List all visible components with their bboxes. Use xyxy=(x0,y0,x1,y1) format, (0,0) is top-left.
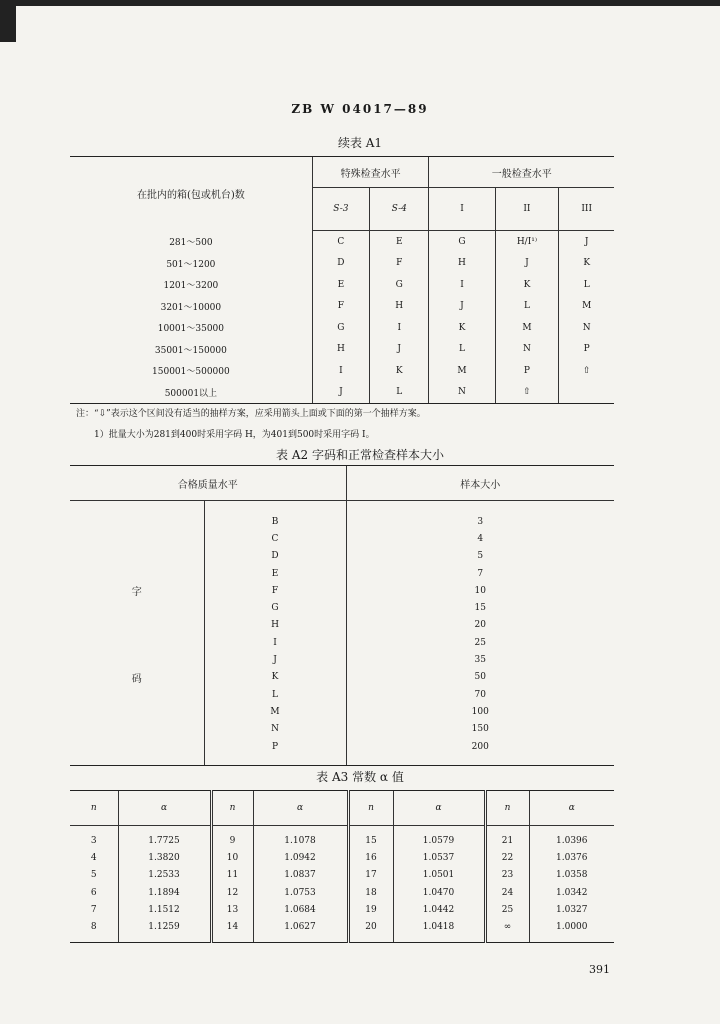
side-label-cell: 码 xyxy=(131,673,142,685)
code-letter-cell: G xyxy=(370,274,429,296)
code-letter-cell: J xyxy=(429,296,495,318)
general-level-header: 一般检查水平 xyxy=(429,157,614,188)
alpha-cell: 1.2533 xyxy=(118,867,211,884)
batch-size-cell: 35001～150000 xyxy=(154,345,227,356)
code-letter-cell: H xyxy=(312,339,369,361)
side-label-cell xyxy=(70,721,204,738)
n-cell: 3 xyxy=(90,835,97,846)
code-letter-cell: L xyxy=(495,296,559,318)
alpha-cell: 1.7725 xyxy=(118,826,211,850)
table-row xyxy=(70,599,614,616)
table-row xyxy=(70,884,614,901)
table-row xyxy=(70,548,614,565)
n-cell: 10 xyxy=(211,849,253,866)
table-a1 xyxy=(70,156,614,404)
alpha-cell: 1.0537 xyxy=(393,849,485,866)
alpha-header: α xyxy=(118,791,211,826)
table-row xyxy=(70,296,614,318)
side-label-cell: 字 xyxy=(131,587,142,599)
code-letter-cell: G xyxy=(429,231,495,253)
code-letter-cell: E xyxy=(370,231,429,253)
sample-size-cell: 7 xyxy=(346,565,614,582)
sample-size-cell: 4 xyxy=(346,530,614,547)
code-letter-cell xyxy=(559,382,614,404)
n-cell: 22 xyxy=(485,849,529,866)
n-cell: 15 xyxy=(348,826,393,850)
batch-size-header: 在批内的箱(包或机台)数 xyxy=(70,157,312,231)
code-letter-cell: J xyxy=(204,651,346,668)
code-letter-cell: J xyxy=(312,382,369,404)
table-row xyxy=(70,901,614,918)
scan-top-edge xyxy=(0,0,720,6)
alpha-cell: 1.0501 xyxy=(393,867,485,884)
table-row xyxy=(70,582,614,599)
special-level-header: 特殊检查水平 xyxy=(312,157,429,188)
table-a3-caption: 表 A3 常数 α 值 xyxy=(316,770,404,784)
code-letter-cell: K xyxy=(204,669,346,686)
code-letter-cell: N xyxy=(559,317,614,339)
code-letter-cell: I xyxy=(370,317,429,339)
code-letter-cell: C xyxy=(312,231,369,253)
n-cell: 14 xyxy=(211,918,253,942)
table-row xyxy=(70,826,614,850)
table-a1-caption: 续表 A1 xyxy=(337,136,383,150)
n-cell: 24 xyxy=(485,884,529,901)
code-letter-cell: C xyxy=(204,530,346,547)
n-cell: 7 xyxy=(90,904,97,915)
code-letter-cell: K xyxy=(370,360,429,382)
code-letter-cell: L xyxy=(559,274,614,296)
table-row xyxy=(70,617,614,634)
n-cell: ∞ xyxy=(485,918,529,942)
code-letter-cell: K xyxy=(429,317,495,339)
batch-size-cell: 150001～500000 xyxy=(152,367,230,378)
code-letter-cell: P xyxy=(495,360,559,382)
code-letter-cell: E xyxy=(312,274,369,296)
acceptance-level-header: 合格质量水平 xyxy=(70,466,346,501)
code-letter-cell: M xyxy=(204,703,346,720)
code-letter-cell: I xyxy=(204,634,346,651)
n-header: n xyxy=(485,791,529,826)
code-letter-cell: E xyxy=(204,565,346,582)
side-label-cell xyxy=(70,617,204,634)
n-header: n xyxy=(348,791,393,826)
n-cell: 18 xyxy=(348,884,393,901)
code-letter-cell: M xyxy=(495,317,559,339)
table-row xyxy=(70,339,614,361)
n-cell: 8 xyxy=(70,918,118,942)
level-ii: II xyxy=(495,188,559,231)
n-cell: 13 xyxy=(211,901,253,918)
alpha-cell: 1.0579 xyxy=(393,826,485,850)
code-letter-cell: D xyxy=(312,253,369,275)
code-letter-cell: G xyxy=(204,599,346,616)
side-label-cell xyxy=(70,651,204,668)
code-letter-cell: D xyxy=(204,548,346,565)
table-row xyxy=(70,274,614,296)
alpha-cell: 1.0837 xyxy=(253,867,348,884)
alpha-cell: 1.0342 xyxy=(529,884,614,901)
code-letter-cell: N xyxy=(495,339,559,361)
code-letter-cell: N xyxy=(204,721,346,738)
standard-number: ZB W 04017—89 xyxy=(291,102,429,116)
code-letter-cell: M xyxy=(429,360,495,382)
table-row xyxy=(70,634,614,651)
sample-size-cell: 15 xyxy=(346,599,614,616)
code-letter-cell: H xyxy=(204,617,346,634)
code-letter-cell: ⇧ xyxy=(559,360,614,382)
side-label-cell xyxy=(70,501,204,531)
batch-size-cell: 281～500 xyxy=(169,238,213,248)
table-row xyxy=(70,253,614,275)
table-a1-note: 注：“⇩”表示这个区间没有适当的抽样方案，应采用箭头上面或下面的第一个抽样方案。 xyxy=(76,409,426,419)
batch-size-cell: 501～1200 xyxy=(166,259,216,270)
sample-size-cell: 5 xyxy=(346,548,614,565)
side-label-cell xyxy=(70,686,204,703)
code-letter-cell: I xyxy=(429,274,495,296)
code-letter-cell: H/I¹⁾ xyxy=(495,231,559,253)
batch-size-cell: 500001以上 xyxy=(70,382,312,404)
side-label-cell xyxy=(70,548,204,565)
table-row xyxy=(70,721,614,738)
n-cell: 16 xyxy=(348,849,393,866)
table-a2-caption: 表 A2 字码和正常检查样本大小 xyxy=(276,448,444,462)
code-letter-cell: L xyxy=(429,339,495,361)
alpha-cell: 1.0442 xyxy=(393,901,485,918)
sample-size-cell: 50 xyxy=(346,669,614,686)
n-cell: 6 xyxy=(90,887,97,898)
sample-size-cell: 70 xyxy=(346,686,614,703)
alpha-cell: 1.0327 xyxy=(529,901,614,918)
table-a2 xyxy=(70,465,614,766)
alpha-cell: 1.1078 xyxy=(253,826,348,850)
code-letter-cell: K xyxy=(559,253,614,275)
table-row xyxy=(70,501,614,531)
alpha-cell: 1.0753 xyxy=(253,884,348,901)
sample-size-cell: 150 xyxy=(346,721,614,738)
code-letter-cell: H xyxy=(429,253,495,275)
n-cell: 9 xyxy=(211,826,253,850)
side-label-cell xyxy=(70,565,204,582)
sample-size-cell: 20 xyxy=(346,617,614,634)
table-row xyxy=(70,565,614,582)
code-letter-cell: J xyxy=(559,231,614,253)
alpha-cell: 1.1512 xyxy=(118,901,211,918)
code-letter-cell: F xyxy=(312,296,369,318)
n-cell: 5 xyxy=(90,870,97,881)
n-cell: 12 xyxy=(211,884,253,901)
table-a1-footnote: 1）批量大小为281到400时采用字码 H，为401到500时采用字码 I。 xyxy=(94,430,375,440)
alpha-cell: 1.0000 xyxy=(529,918,614,942)
alpha-cell: 1.0396 xyxy=(529,826,614,850)
side-label-cell xyxy=(70,634,204,651)
table-row xyxy=(70,686,614,703)
batch-size-cell: 10001～35000 xyxy=(157,324,224,335)
code-letter-cell: K xyxy=(495,274,559,296)
n-cell: 23 xyxy=(485,867,529,884)
n-header: n xyxy=(70,791,118,826)
side-label-cell xyxy=(70,703,204,720)
alpha-cell: 1.1259 xyxy=(118,918,211,942)
table-row xyxy=(70,231,614,253)
side-label-cell xyxy=(70,599,204,616)
n-cell: 21 xyxy=(485,826,529,850)
code-letter-cell: B xyxy=(204,501,346,531)
table-row xyxy=(70,703,614,720)
table-row xyxy=(70,918,614,942)
sample-size-cell: 25 xyxy=(346,634,614,651)
code-letter-cell: J xyxy=(370,339,429,361)
alpha-cell: 1.0627 xyxy=(253,918,348,942)
code-letter-cell: F xyxy=(204,582,346,599)
n-cell: 17 xyxy=(348,867,393,884)
alpha-cell: 1.0358 xyxy=(529,867,614,884)
code-letter-cell: M xyxy=(559,296,614,318)
table-a3 xyxy=(70,790,614,943)
sample-size-cell: 35 xyxy=(346,651,614,668)
alpha-header: α xyxy=(529,791,614,826)
table-row xyxy=(70,382,614,404)
alpha-cell: 1.3820 xyxy=(118,849,211,866)
n-cell: 20 xyxy=(348,918,393,942)
n-cell: 11 xyxy=(211,867,253,884)
sample-size-header: 样本大小 xyxy=(346,466,614,501)
code-letter-cell: G xyxy=(312,317,369,339)
side-label-cell xyxy=(70,738,204,766)
alpha-cell: 1.0470 xyxy=(393,884,485,901)
table-row xyxy=(70,360,614,382)
table-row xyxy=(70,651,614,668)
code-letter-cell: J xyxy=(495,253,559,275)
sample-size-cell: 200 xyxy=(346,738,614,766)
n-cell: 19 xyxy=(348,901,393,918)
side-label-cell xyxy=(70,530,204,547)
n-cell: 4 xyxy=(90,852,97,863)
code-letter-cell: L xyxy=(370,382,429,404)
level-s3: S-3 xyxy=(312,188,369,231)
n-header: n xyxy=(211,791,253,826)
code-letter-cell: H xyxy=(370,296,429,318)
table-row xyxy=(70,849,614,866)
batch-size-cell: 3201～10000 xyxy=(160,302,222,313)
code-letter-cell: F xyxy=(370,253,429,275)
sample-size-cell: 100 xyxy=(346,703,614,720)
sample-size-cell: 10 xyxy=(346,582,614,599)
level-iii: III xyxy=(559,188,614,231)
alpha-header: α xyxy=(393,791,485,826)
code-letter-cell: N xyxy=(429,382,495,404)
alpha-cell: 1.1894 xyxy=(118,884,211,901)
alpha-header: α xyxy=(253,791,348,826)
table-row xyxy=(70,317,614,339)
code-letter-cell: P xyxy=(204,738,346,766)
code-letter-cell: I xyxy=(312,360,369,382)
table-row xyxy=(70,669,614,686)
table-row xyxy=(70,530,614,547)
scan-left-edge xyxy=(0,0,16,42)
alpha-cell: 1.0684 xyxy=(253,901,348,918)
batch-size-cell: 1201～3200 xyxy=(163,281,219,292)
code-letter-cell: ⇧ xyxy=(495,382,559,404)
table-row xyxy=(70,738,614,766)
code-letter-cell: P xyxy=(559,339,614,361)
sample-size-cell: 3 xyxy=(346,501,614,531)
alpha-cell: 1.0418 xyxy=(393,918,485,942)
code-letter-cell: L xyxy=(204,686,346,703)
level-s4: S-4 xyxy=(370,188,429,231)
alpha-cell: 1.0376 xyxy=(529,849,614,866)
level-i: I xyxy=(429,188,495,231)
n-cell: 25 xyxy=(485,901,529,918)
alpha-cell: 1.0942 xyxy=(253,849,348,866)
table-row xyxy=(70,867,614,884)
page-number: 391 xyxy=(589,963,610,976)
